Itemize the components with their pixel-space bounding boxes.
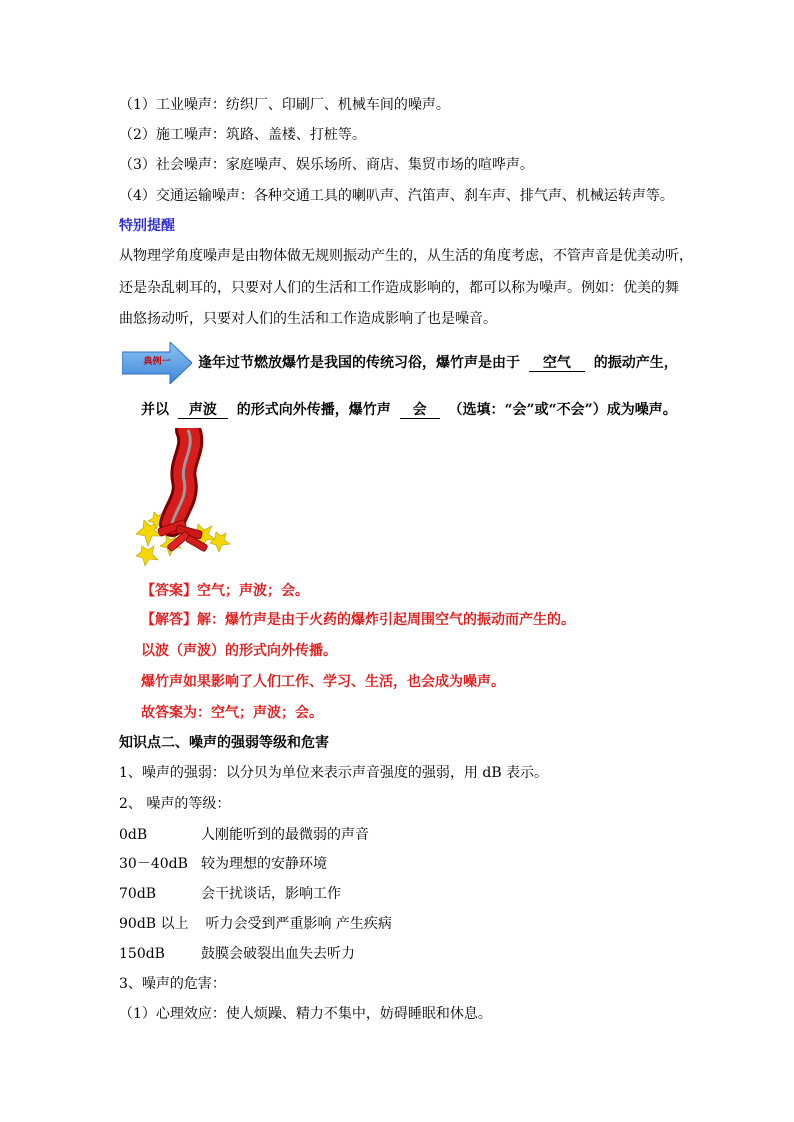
noise-level-db: 0dB: [119, 827, 148, 843]
noise-level-row: [119, 915, 392, 933]
section2-item2: 2、 噪声的等级：: [119, 796, 231, 812]
answer-blank-1: 空气: [529, 355, 585, 372]
note-paragraph-line-1: 从物理学角度噪声是由物体做无规则振动产生的，从生活的角度考虑，不管声音是优美动听，: [119, 248, 693, 264]
analysis-line-4: 故答案为：空气；声波；会。: [141, 705, 323, 721]
section2-heading: 知识点二、噪声的强弱等级和危害: [119, 735, 329, 751]
question-text-2b: 的形式向外传播，爆竹声: [236, 402, 391, 418]
question-text-2c: （选填：“会”或“不会”）成为噪声。: [448, 402, 677, 418]
noise-level-db: 90dB 以上: [119, 916, 189, 932]
noise-level-db: 30－40dB: [119, 856, 188, 872]
example-question-line-1: [198, 354, 678, 372]
question-text-2a: 并以: [141, 402, 169, 418]
special-note-heading: 特别提醒: [119, 218, 175, 234]
analysis-line-2: 以波（声波）的形式向外传播。: [141, 643, 337, 659]
answer-line: 【答案】空气；声波；会。: [141, 583, 309, 599]
answer-blank-2: 声波: [178, 402, 228, 419]
question-text-1a: 逢年过节燃放爆竹是我国的传统习俗，爆竹声是由于: [198, 355, 520, 371]
list-item-industrial: （1）工业噪声：纺织厂、印刷厂、机械车间的噪声。: [119, 97, 450, 113]
question-text-1b: 的振动产生，: [593, 355, 678, 371]
section2-item3: 3、噪声的危害：: [119, 976, 226, 992]
section2-item1: 1、噪声的强弱：以分贝为单位来表示声音强度的强弱，用 dB 表示。: [119, 765, 549, 781]
noise-level-desc: 较为理想的安静环境: [201, 856, 327, 872]
noise-level-row: [119, 885, 341, 903]
noise-level-desc: 鼓膜会破裂出血失去听力: [201, 946, 355, 962]
list-item-traffic: （4）交通运输噪声：各种交通工具的喇叭声、汽笛声、刹车声、排气声、机械运转声等。: [119, 188, 674, 204]
noise-level-desc: 人刚能听到的最微弱的声音: [201, 827, 369, 843]
noise-level-desc: 会干扰谈话，影响工作: [201, 886, 341, 902]
note-paragraph-line-2: 还是杂乱刺耳的，只要对人们的生活和工作造成影响的，都可以称为噪声。例如：优美的舞: [119, 280, 679, 296]
harm-item-1: （1）心理效应：使人烦躁、精力不集中，妨碍睡眠和休息。: [119, 1006, 492, 1022]
list-item-social: （3）社会噪声：家庭噪声、娱乐场所、商店、集贸市场的喧哗声。: [119, 157, 534, 173]
note-paragraph-line-3: 曲悠扬动听，只要对人们的生活和工作造成影响了也是噪音。: [119, 311, 497, 327]
noise-level-db: 150dB: [119, 946, 165, 962]
firecracker-illustration: [136, 428, 236, 566]
noise-level-desc: 听力会受到严重影响 产生疾病: [201, 916, 392, 932]
noise-level-row: [119, 855, 327, 873]
noise-level-row: [119, 945, 355, 963]
list-item-construction: （2）施工噪声：筑路、盖楼、打桩等。: [119, 127, 366, 143]
answer-blank-3: 会: [400, 402, 440, 419]
example-tag-label: 典例一: [143, 357, 171, 367]
analysis-line-3: 爆竹声如果影响了人们工作、学习、生活，也会成为噪声。: [141, 674, 505, 690]
example-question-line-2: [141, 401, 677, 419]
analysis-line-1: 【解答】解：爆竹声是由于火药的爆炸引起周围空气的振动而产生的。: [141, 612, 575, 628]
noise-level-db: 70dB: [119, 886, 157, 902]
noise-level-row: [119, 826, 369, 844]
